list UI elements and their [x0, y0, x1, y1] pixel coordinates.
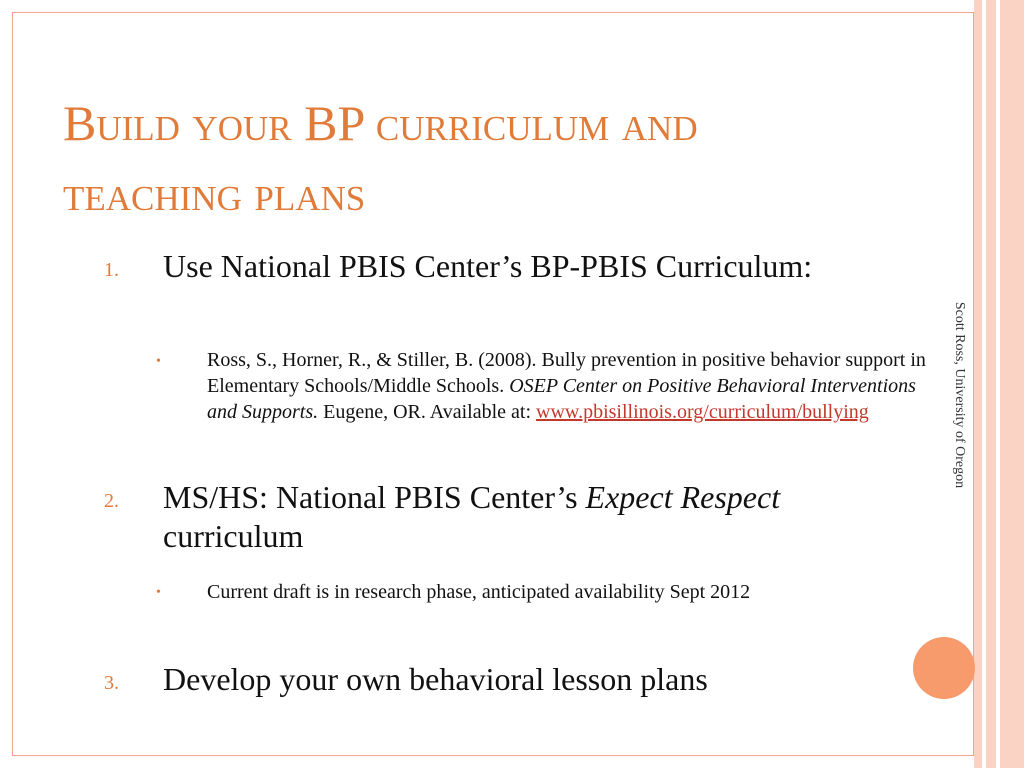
citation-text-2: Eugene, OR. Available at:: [318, 401, 537, 423]
decor-circle: [913, 637, 975, 699]
curriculum-link[interactable]: www.pbisillinois.org/curriculum/bullying: [536, 401, 869, 423]
item-text: [163, 478, 883, 556]
item-number: 3.: [104, 672, 119, 694]
decor-stripe: [1000, 0, 1024, 768]
item-text-italic: Expect Respect: [585, 479, 781, 515]
item-number: 1.: [104, 259, 119, 281]
title-line-2: teaching plans: [63, 165, 366, 221]
side-label: Scott Ross, University of Oregon: [952, 301, 967, 489]
item-number: 2.: [104, 490, 119, 512]
item-text-part: MS/HS: National PBIS Center’s: [163, 479, 586, 515]
slide-title: [63, 88, 923, 228]
citation-italic: OSEP Center on Positive Behavioral Interventions and Supports.: [207, 375, 916, 423]
item-text-part: curriculum: [163, 518, 304, 554]
bullet-marker: •: [156, 585, 161, 600]
item-text: Develop your own behavioral lesson plans: [163, 661, 708, 697]
bullet-marker: •: [156, 354, 161, 369]
decor-stripe: [986, 0, 996, 768]
sub-item-text: [207, 347, 937, 425]
sub-item-text: Current draft is in research phase, anticipated availability Sept 2012: [207, 581, 751, 603]
citation-text: Ross, S., Horner, R., & Stiller, B. (2008). Bully prevention in positive behavior support in Elementary Schools/Middle Schools.: [207, 349, 926, 397]
title-line-1: Build your BP curriculum and: [63, 95, 698, 151]
item-text: Use National PBIS Center’s BP-PBIS Curriculum:: [163, 248, 813, 284]
decor-stripe: [974, 0, 982, 768]
